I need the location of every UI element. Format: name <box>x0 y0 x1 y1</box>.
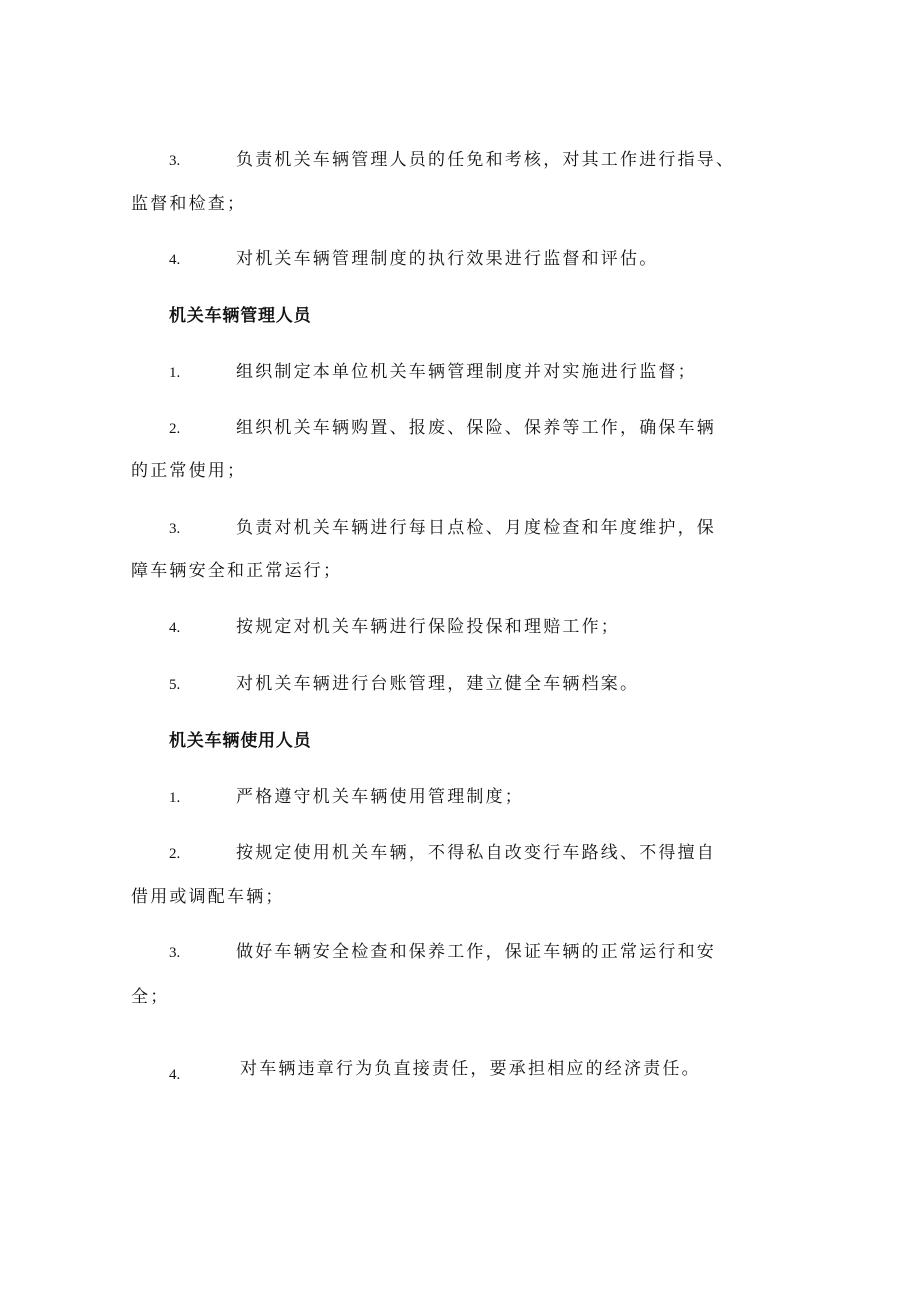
list-item-number: 1. <box>169 790 181 806</box>
list-item-text: 做好车辆安全检查和保养工作，保证车辆的正常运行和安 <box>236 942 716 962</box>
list-item-number: 3. <box>169 153 181 169</box>
list-item-text: 按规定对机关车辆进行保险投保和理赔工作； <box>236 617 620 637</box>
list-item-text: 组织制定本单位机关车辆管理制度并对实施进行监督； <box>236 362 697 382</box>
list-item-number: 3. <box>169 521 181 537</box>
list-item-text: 严格遵守机关车辆使用管理制度； <box>236 787 524 807</box>
list-item-number: 4. <box>169 1067 181 1083</box>
list-item-text-continued: 全； <box>131 987 170 1007</box>
list-item-text: 组织机关车辆购置、报废、保险、保养等工作，确保车辆 <box>236 418 716 438</box>
list-item-text: 负责对机关车辆进行每日点检、月度检查和年度维护，保 <box>236 518 716 538</box>
list-item-number: 2. <box>169 846 181 862</box>
section-heading: 机关车辆管理人员 <box>169 306 312 326</box>
list-item-number: 4. <box>169 252 181 268</box>
list-item-number: 5. <box>169 677 181 693</box>
list-item-number: 1. <box>169 365 181 381</box>
list-item-number: 3. <box>169 945 181 961</box>
list-item-text: 对车辆违章行为负直接责任，要承担相应的经济责任。 <box>240 1059 701 1079</box>
list-item-text-continued: 的正常使用； <box>131 461 247 481</box>
list-item-text-continued: 障车辆安全和正常运行； <box>131 561 343 581</box>
list-item-text-continued: 监督和检查； <box>131 194 247 214</box>
list-item-text: 按规定使用机关车辆，不得私自改变行车路线、不得擅自 <box>236 843 716 863</box>
list-item-number: 2. <box>169 421 181 437</box>
list-item-text-continued: 借用或调配车辆； <box>131 887 285 907</box>
section-heading: 机关车辆使用人员 <box>169 731 312 751</box>
list-item-number: 4. <box>169 620 181 636</box>
list-item-text: 负责机关车辆管理人员的任免和考核，对其工作进行指导、 <box>236 150 736 170</box>
list-item-text: 对机关车辆进行台账管理，建立健全车辆档案。 <box>236 674 640 694</box>
list-item-text: 对机关车辆管理制度的执行效果进行监督和评估。 <box>236 249 659 269</box>
